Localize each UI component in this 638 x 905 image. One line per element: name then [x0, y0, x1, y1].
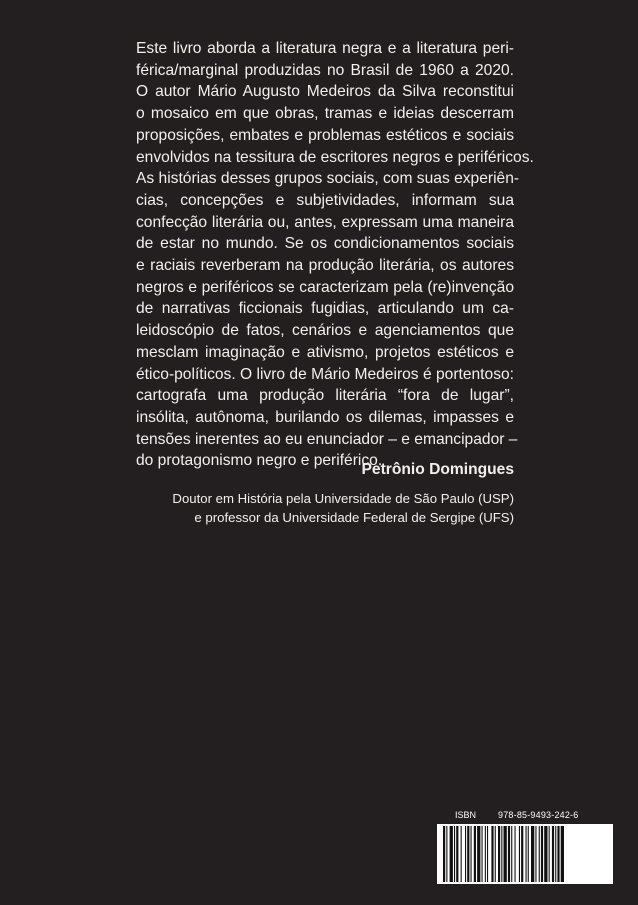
blurb-line: férica/marginal produzidas no Brasil de 1960 a 2020. [136, 61, 514, 79]
blurb-line: leidoscópio de fatos, cenários e agenciamentos que [136, 322, 514, 340]
blurb-line: envolvidos na tessitura de escritores negros e periféricos. [136, 148, 534, 166]
barcode-bar [474, 826, 476, 882]
blurb-line: mesclam imaginação e ativismo, projetos estéticos e [136, 343, 514, 361]
blurb-line: cartografa uma produção literária “fora de lugar”, [136, 387, 514, 405]
barcode-bar [454, 826, 455, 882]
barcode-bar [535, 826, 536, 882]
barcode-bar [528, 826, 529, 882]
signature-credential: e professor da Universidade Federal de Sergipe (UFS) [194, 510, 514, 525]
isbn-number: 978-85-9493-242-6 [498, 810, 579, 820]
blurb-text [136, 38, 534, 472]
blurb-line: cias, concepções e subjetividades, informam sua [136, 191, 514, 209]
barcode-bar [498, 826, 500, 882]
barcode-bar [487, 826, 488, 882]
isbn-block [437, 806, 613, 884]
barcode-bar [501, 826, 502, 882]
barcode-bar [526, 826, 527, 882]
barcode-image [437, 824, 613, 884]
barcode-bar [561, 826, 564, 882]
barcode-bar [443, 826, 445, 882]
barcode-bar [465, 826, 466, 882]
barcode-bar [461, 826, 462, 882]
blurb-line: confecção literária ou, antes, expressam uma maneira [136, 213, 514, 231]
barcode-bar [519, 826, 520, 882]
signature-name: Petrônio Domingues [361, 461, 514, 478]
barcode-bar [504, 826, 507, 882]
barcode-bar [539, 826, 540, 882]
barcode-bar [511, 826, 512, 882]
barcode-bar [485, 826, 486, 882]
barcode-bar [544, 826, 547, 882]
barcode-bar [531, 826, 534, 882]
barcode-bar [521, 826, 523, 882]
barcode-bar [491, 826, 493, 882]
barcode-bar [557, 826, 559, 882]
blurb-line: As histórias desses grupos sociais, com suas experiên- [136, 170, 520, 188]
barcode-bar [456, 826, 458, 882]
blurb-line: tensões inerentes ao eu enunciador – e emancipador – [136, 430, 518, 448]
barcode-bar [467, 826, 469, 882]
blurb-line: proposições, embates e problemas estéticos e sociais [136, 126, 514, 144]
barcode-bar [555, 826, 556, 882]
blurb-line: insólita, autônoma, burilando os dilemas, impasses e [136, 408, 514, 426]
barcode-bar [552, 826, 554, 882]
barcode-bar [477, 826, 480, 882]
isbn-label: ISBN [455, 810, 477, 820]
author-signature [172, 460, 514, 527]
blurb-line: de estar no mundo. Se os condicionamentos sociais [136, 235, 514, 253]
blurb-line: e raciais reverberam na produção literária, os autores [136, 257, 514, 275]
barcode-bar [450, 826, 453, 882]
blurb-line: ético-políticos. O livro de Mário Medeiros é portentoso: [136, 365, 514, 383]
blurb-line: Este livro aborda a literatura negra e a literatura peri- [136, 40, 514, 57]
barcode-bar [541, 826, 543, 882]
barcode-bar [446, 826, 447, 882]
barcode-bar [508, 826, 510, 882]
blurb-line: negros e periféricos se caracterizam pela (re)invenção [136, 278, 514, 296]
blurb-line: O autor Mário Augusto Medeiros da Silva reconstitui [136, 83, 514, 101]
signature-credential: Doutor em História pela Universidade de São Paulo (USP) [172, 491, 514, 506]
blurb-line: de narrativas ficcionais fugidias, articulando um ca- [136, 300, 514, 318]
barcode-bar [471, 826, 472, 882]
barcode-bar [482, 826, 483, 882]
barcode-bar [515, 826, 516, 882]
blurb-line: o mosaico em que obras, tramas e ideias descerram [136, 105, 514, 123]
barcode-bar [549, 826, 550, 882]
isbn-header [437, 806, 613, 824]
barcode-bar [495, 826, 496, 882]
blurb-line: do protagonismo negro e periférico. [136, 452, 383, 470]
barcode-graphic [437, 824, 613, 884]
